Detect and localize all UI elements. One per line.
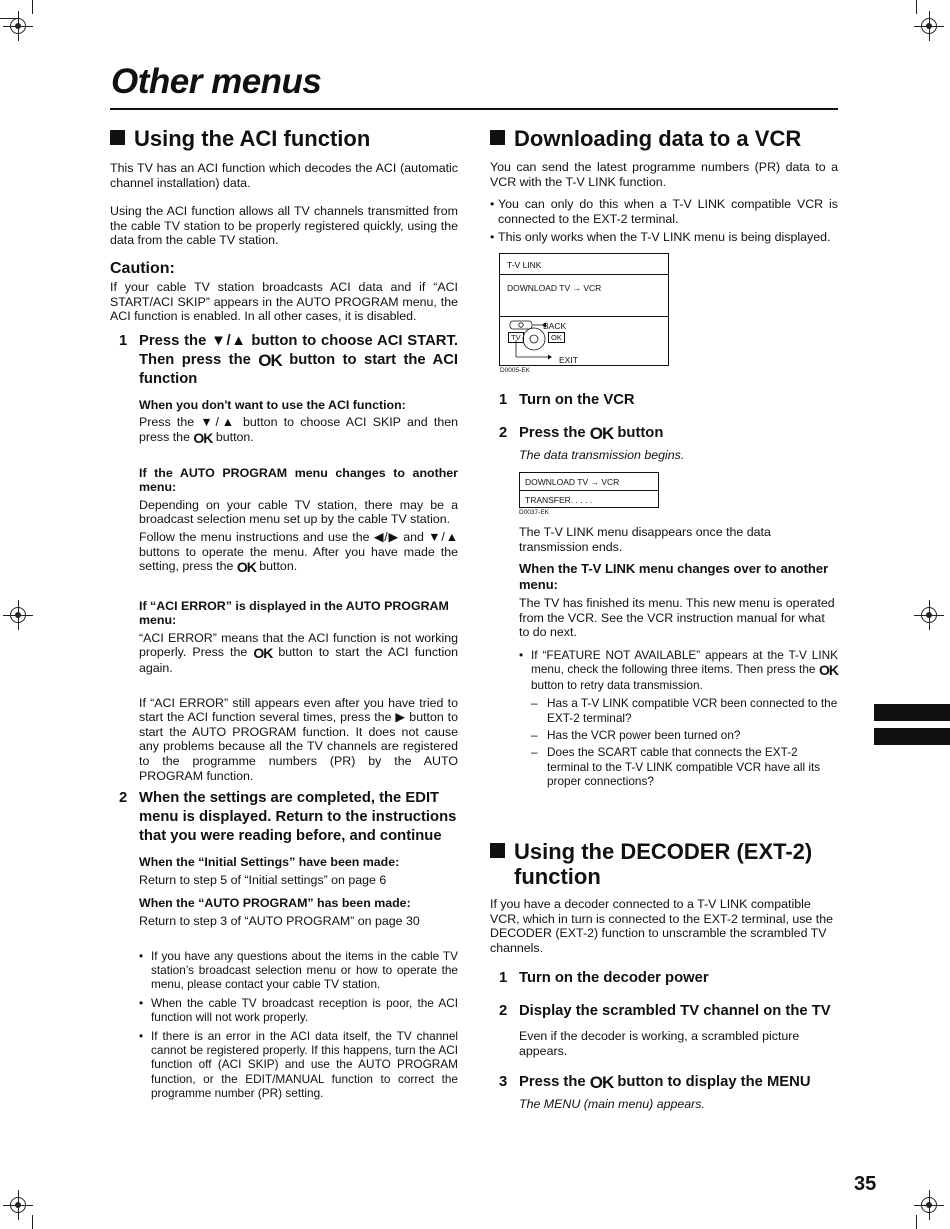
decoder-step-1 <box>499 969 838 988</box>
registration-mark-icon <box>921 607 937 623</box>
step-text: Turn on the VCR <box>519 391 635 408</box>
aci-error-persist-text: If “ACI ERROR” still appears even after you have tried to start the ACI function several times, press the ▶ button to start the AUTO PROGRAM function. It does not cause any problems because all the TV channels are registered to the programme numbers (PR) by the AUTO PROGRAM function. <box>139 695 458 783</box>
aci-step-1 <box>119 332 459 783</box>
screen-download-line: DOWNLOAD TV → VCR <box>507 282 602 293</box>
step-text: button to display the MENU <box>617 1073 811 1090</box>
no-aci-text: Press the ▼/▲ button to choose ACI SKIP and then press the OK button. <box>139 415 458 446</box>
step-text: Turn on the decoder power <box>519 970 709 987</box>
decoder-section <box>490 839 838 1111</box>
menu-changes-heading: When the T-V LINK menu changes over to another menu: <box>519 561 829 592</box>
step-number: 2 <box>499 424 508 441</box>
registration-mark-icon <box>921 1197 937 1213</box>
exit-label: EXIT <box>559 354 578 365</box>
aci-step-2 <box>119 789 458 1101</box>
ok-button-label: OK <box>548 332 565 343</box>
decoder-step-2-note: Even if the decoder is working, a scrambled picture appears. <box>519 1029 800 1058</box>
figure-code: D0005-EK <box>500 366 530 374</box>
auto-changes-text: Depending on your cable TV station, there may be a broadcast selection menu set up by the cable TV station. <box>139 497 458 527</box>
list-item: • If there is an error in the ACI data itself, the TV channel cannot be registered properly. If this happens, turn the ACI function off (ACI SKIP) and use the AUTO PROGRAM function, or the EDIT/MANUAL function to correct the programme number (PR) setting. <box>139 1029 458 1101</box>
aci-error-heading: If “ACI ERROR” is displayed in the AUTO PROGRAM menu: <box>139 598 449 628</box>
feature-notes <box>519 648 838 789</box>
vcr-step-2 <box>499 423 839 789</box>
square-bullet-icon <box>490 130 505 145</box>
step-text: button to start the ACI function <box>139 351 458 387</box>
list-item: • If “FEATURE NOT AVAILABLE” appears at the T-V LINK menu, check the following three items. Then press the OK button to retry data transmission. – Has a T-V LINK compatible VCR been connected to the EXT-2 terminal? – Has the VCR power been turned on? – Does the SCART cable that connects the EXT-2 terminal to the T-V LINK compatible VCR have all its proper connections? <box>519 648 838 789</box>
decoder-intro: If you have a decoder connected to a T-V LINK compatible VCR, which in turn is connected to the EXT-2 terminal, use the DECODER (EXT-2) function to unscramble the scrambled TV channels. <box>490 897 833 955</box>
menu-appears-note: The MENU (main menu) appears. <box>519 1096 705 1111</box>
caution-text: If your cable TV station broadcasts ACI data and if “ACI START/ACI SKIP” appears in the AUTO PROGRAM menu, the ACI function is enabled. In all other cases, it is disabled. <box>110 279 458 324</box>
ok-button-icon: OK <box>819 662 839 679</box>
registration-mark-icon <box>10 18 26 34</box>
initial-settings-text: Return to step 5 of “Initial settings” on page 6 <box>139 872 387 887</box>
list-item: – Has the VCR power been turned on? <box>531 728 838 742</box>
aci-intro-2: Using the ACI function allows all TV channels transmitted from the cable TV station to be properly registered quickly, using the data from the cable TV station. <box>110 204 458 248</box>
auto-program-heading: When the “AUTO PROGRAM” has been made: <box>139 896 411 911</box>
list-item: – Has a T-V LINK compatible VCR been connected to the EXT-2 terminal? <box>531 696 838 725</box>
initial-settings-heading: When the “Initial Settings” have been made: <box>139 855 400 870</box>
step-number: 1 <box>499 970 508 987</box>
ok-button-icon: OK <box>589 1072 614 1092</box>
screen-transfer-line: TRANSFER. . . . . <box>525 494 593 505</box>
screen-divider <box>500 316 668 317</box>
list-item: • You can only do this when a T-V LINK compatible VCR is connected to the EXT-2 terminal. <box>490 197 838 226</box>
aci-heading: Using the ACI function <box>110 126 458 151</box>
title-divider <box>110 108 838 110</box>
step-text: When the settings are completed, the EDIT menu is displayed. Return to the instructions that you were reading before, and continue <box>139 790 457 845</box>
figure-code: D0037-EK <box>519 508 549 516</box>
auto-program-text: Return to step 3 of “AUTO PROGRAM” on page 30 <box>139 914 420 928</box>
crop-mark <box>32 1215 33 1229</box>
page-number: 35 <box>854 1173 877 1195</box>
vcr-section <box>490 126 838 793</box>
section-tab-mark <box>874 728 950 745</box>
step-text: Press the ▼/▲ button to choose ACI START. Then press the <box>139 332 458 368</box>
transmission-begins-note: The data transmission begins. <box>519 447 685 462</box>
aci-notes-list <box>139 949 458 1101</box>
registration-mark-icon <box>10 607 26 623</box>
vcr-step-1 <box>499 391 838 410</box>
ok-button-icon: OK <box>253 645 273 662</box>
no-aci-heading: When you don't want to use the ACI function: <box>139 397 406 412</box>
step-number: 2 <box>499 1003 508 1020</box>
step-text: Display the scrambled TV channel on the TV <box>519 1003 831 1020</box>
decoder-heading: Using the DECODER (EXT-2) function <box>490 839 838 889</box>
square-bullet-icon <box>490 843 505 858</box>
registration-mark-icon <box>921 18 937 34</box>
step-number: 1 <box>499 391 508 408</box>
step-number: 3 <box>499 1073 508 1090</box>
ok-button-icon: OK <box>589 423 614 443</box>
vcr-bullets <box>490 197 838 245</box>
menu-changes-text: The TV has finished its menu. This new menu is operated from the VCR. See the VCR instruction manual for what to do next. <box>519 596 835 640</box>
decoder-step-3 <box>499 1072 838 1111</box>
list-item: • When the cable TV broadcast reception is poor, the ACI function will not work properly. <box>139 996 458 1025</box>
check-list <box>531 696 838 788</box>
aci-error-text: “ACI ERROR” means that the ACI function is not working properly. Press the OK button to start the ACI function again. <box>139 630 459 676</box>
screen-divider <box>500 274 668 275</box>
ok-button-icon: OK <box>193 429 213 446</box>
ok-button-icon: OK <box>258 350 282 370</box>
tv-button-label: TV <box>508 332 524 343</box>
tv-link-menu-screen <box>499 253 669 366</box>
transfer-screen <box>519 472 659 508</box>
step-text: Press the <box>519 424 586 441</box>
step-text: Press the <box>519 1073 586 1090</box>
section-tab-mark <box>874 704 950 721</box>
vcr-heading: Downloading data to a VCR <box>490 126 838 151</box>
auto-changes-heading: If the AUTO PROGRAM menu changes to another menu: <box>139 465 458 495</box>
crop-mark <box>916 1215 917 1229</box>
decoder-step-2 <box>499 1002 838 1058</box>
list-item: • This only works when the T-V LINK menu is being displayed. <box>490 230 838 245</box>
square-bullet-icon <box>110 130 125 145</box>
aci-section <box>110 126 458 1105</box>
step-number: 1 <box>119 332 128 349</box>
aci-intro-1: This TV has an ACI function which decodes the ACI (automatic channel installation) data. <box>110 161 458 190</box>
vcr-intro: You can send the latest programme numbers (PR) data to a VCR with the T-V LINK function. <box>490 160 838 189</box>
step-text: button <box>617 424 664 441</box>
screen-divider <box>520 490 658 491</box>
step-number: 2 <box>119 790 128 807</box>
screen-download-line: DOWNLOAD TV → VCR <box>525 476 620 487</box>
back-label: BACK <box>543 320 567 331</box>
caution-heading: Caution: <box>110 259 175 277</box>
crop-mark <box>916 0 917 14</box>
auto-changes-instructions: Follow the menu instructions and use the ◀/▶ and ▼/▲ buttons to operate the menu. After you have made the setting, press the OK button. <box>139 529 458 576</box>
registration-mark-icon <box>10 1197 26 1213</box>
crop-mark <box>32 0 33 14</box>
ok-button-icon: OK <box>236 559 256 576</box>
menu-disappears-text: The T-V LINK menu disappears once the data transmission ends. <box>519 524 771 554</box>
list-item: – Does the SCART cable that connects the EXT-2 terminal to the T-V LINK compatible VCR have all its proper connections? <box>531 745 838 788</box>
page-title: Other menus <box>111 62 322 101</box>
screen-title: T-V LINK <box>507 259 542 270</box>
list-item: • If you have any questions about the items in the cable TV station’s broadcast selection menu or how to operate the menu, please contact your cable TV station. <box>139 949 458 992</box>
